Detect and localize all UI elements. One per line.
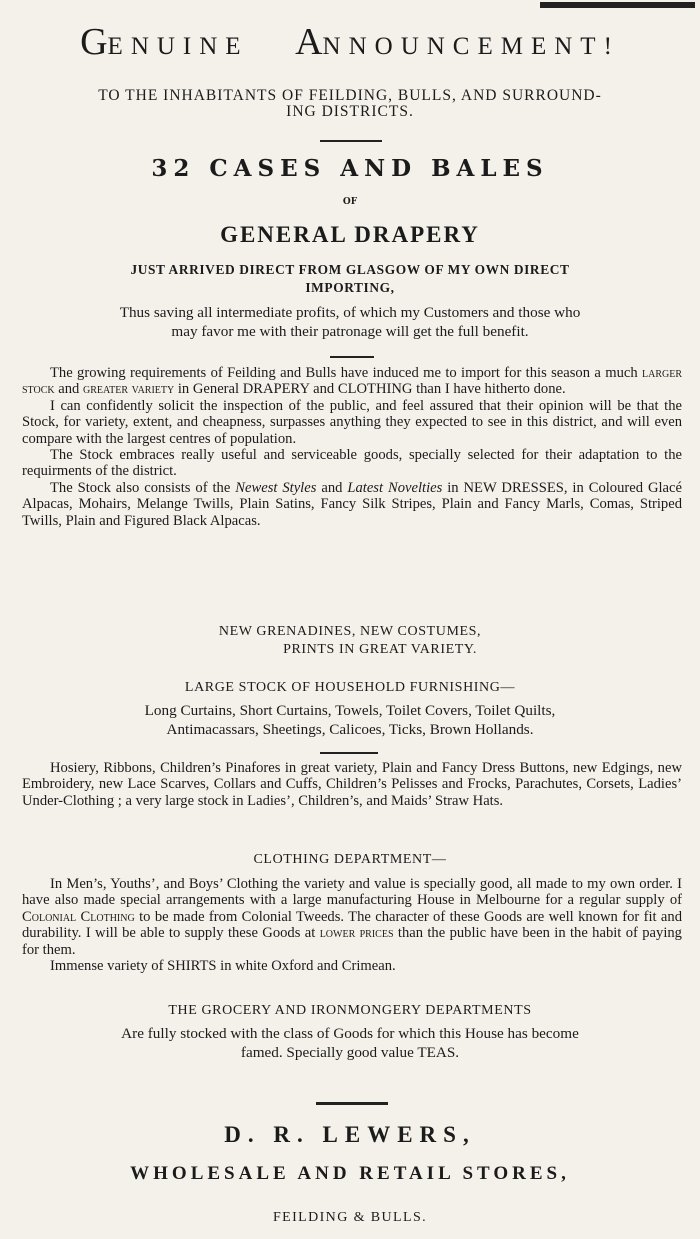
stores-line: WHOLESALE AND RETAIL STORES, <box>130 1163 570 1184</box>
location-line: FEILDING & BULLS. <box>272 1210 428 1225</box>
headline-word-announcement: NNOUNCEMENT! <box>322 33 620 60</box>
of-label: OF <box>342 197 358 207</box>
paragraph-clothing: In Men’s, Youths’, and Boys’ Clothing the variety and value is specially good, all made to my own order. I have also made special arrangements with a large manufacturing House in Melbourne for a regular supply of Colonial Clothing to be made from Colonial Tweeds. The character of these Goods are well known for fit and durability. I will be able to supply these Goods at lower prices than the public have been in the habit of paying for them. <box>22 876 683 958</box>
divider-rule <box>320 140 382 142</box>
household-line-2: Antimacassars, Sheetings, Calicoes, Ticks, Brown Hollands. <box>166 721 534 738</box>
grenadines-line-1: NEW GRENADINES, NEW COSTUMES, <box>218 624 482 639</box>
paragraph-new-dresses: The Stock also consists of the Newest Styles and Latest Novelties in NEW DRESSES, in Coloured Glacé Alpacas, Mohairs, Melange Twills, Plain Satins, Fancy Silk Stripes, Plain and Fancy Marls, Comas, Striped Twills, Plain and Figured Black Alpacas. <box>22 479 682 529</box>
divider-rule <box>330 356 374 358</box>
body-paragraphs <box>22 365 682 529</box>
top-border-rule <box>540 2 695 8</box>
cases-heading: 32 CASES AND BALES <box>151 155 549 182</box>
merchant-name: D. R. LEWERS, <box>224 1122 476 1147</box>
headline-initial-g: G <box>80 21 108 63</box>
paragraph-requirements: The growing requirements of Feilding and Bulls have induced me to import for this season a much larger stock and greater variety in General DRAPERY and CLOTHING than I have hitherto done. <box>22 365 682 398</box>
just-arrived-line-1: JUST ARRIVED DIRECT FROM GLASGOW OF MY OWN DIRECT <box>130 262 570 277</box>
clothing-paragraph-block <box>22 876 682 974</box>
headline-word-genuine: ENUINE <box>107 33 249 60</box>
to-inhabitants-line-2: ING DISTRICTS. <box>286 103 414 120</box>
paragraph-shirts: Immense variety of SHIRTS in white Oxford and Crimean. <box>50 958 396 975</box>
headline-initial-a: A <box>295 21 323 63</box>
saving-line-2: may favor me with their patronage will get the full benefit. <box>171 323 529 340</box>
hosiery-paragraph-block <box>22 760 682 809</box>
headline <box>0 20 700 64</box>
to-inhabitants-line-1: TO THE INHABITANTS OF FEILDING, BULLS, AND SURROUND- <box>98 87 602 104</box>
just-arrived-line-2: IMPORTING, <box>305 280 395 295</box>
grocery-line-2: famed. Specially good value TEAS. <box>240 1044 460 1061</box>
grenadines-line-2: PRINTS IN GREAT VARIETY. <box>283 642 477 657</box>
divider-rule <box>320 752 378 754</box>
household-line-1: Long Curtains, Short Curtains, Towels, Toilet Covers, Toilet Quilts, <box>144 702 556 719</box>
grocery-line-1: Are fully stocked with the class of Goods for which this House has become <box>121 1025 579 1042</box>
general-drapery-heading: GENERAL DRAPERY <box>220 222 480 247</box>
paragraph-stock-embraces: The Stock embraces really useful and serviceable goods, specially selected for their adaptation to the requirments of the district. <box>22 447 682 480</box>
household-heading: LARGE STOCK OF HOUSEHOLD FURNISHING— <box>184 680 516 695</box>
clothing-heading: CLOTHING DEPARTMENT— <box>253 852 447 867</box>
paragraph-hosiery: Hosiery, Ribbons, Children’s Pinafores in great variety, Plain and Fancy Dress Buttons, new Edgings, new Embroidery, new Lace Scarves, Collars and Cuffs, Children’s Pelisses and Frocks, Parachutes, Corsets, Ladies’ Under-Clothing ; a very large stock in Ladies’, Children’s, and Maids’ Straw Hats. <box>22 760 682 809</box>
saving-line-1: Thus saving all intermediate profits, of which my Customers and those who <box>119 304 581 321</box>
divider-rule <box>316 1102 388 1105</box>
paragraph-inspection: I can confidently solicit the inspection of the public, and feel assured that their opinion will be that the Stock, for variety, extent, and cheapness, surpasses anything they expected to see in this district, and will even compare with the largest centres of population. <box>22 397 682 447</box>
grocery-heading: THE GROCERY AND IRONMONGERY DEPARTMENTS <box>168 1003 532 1018</box>
